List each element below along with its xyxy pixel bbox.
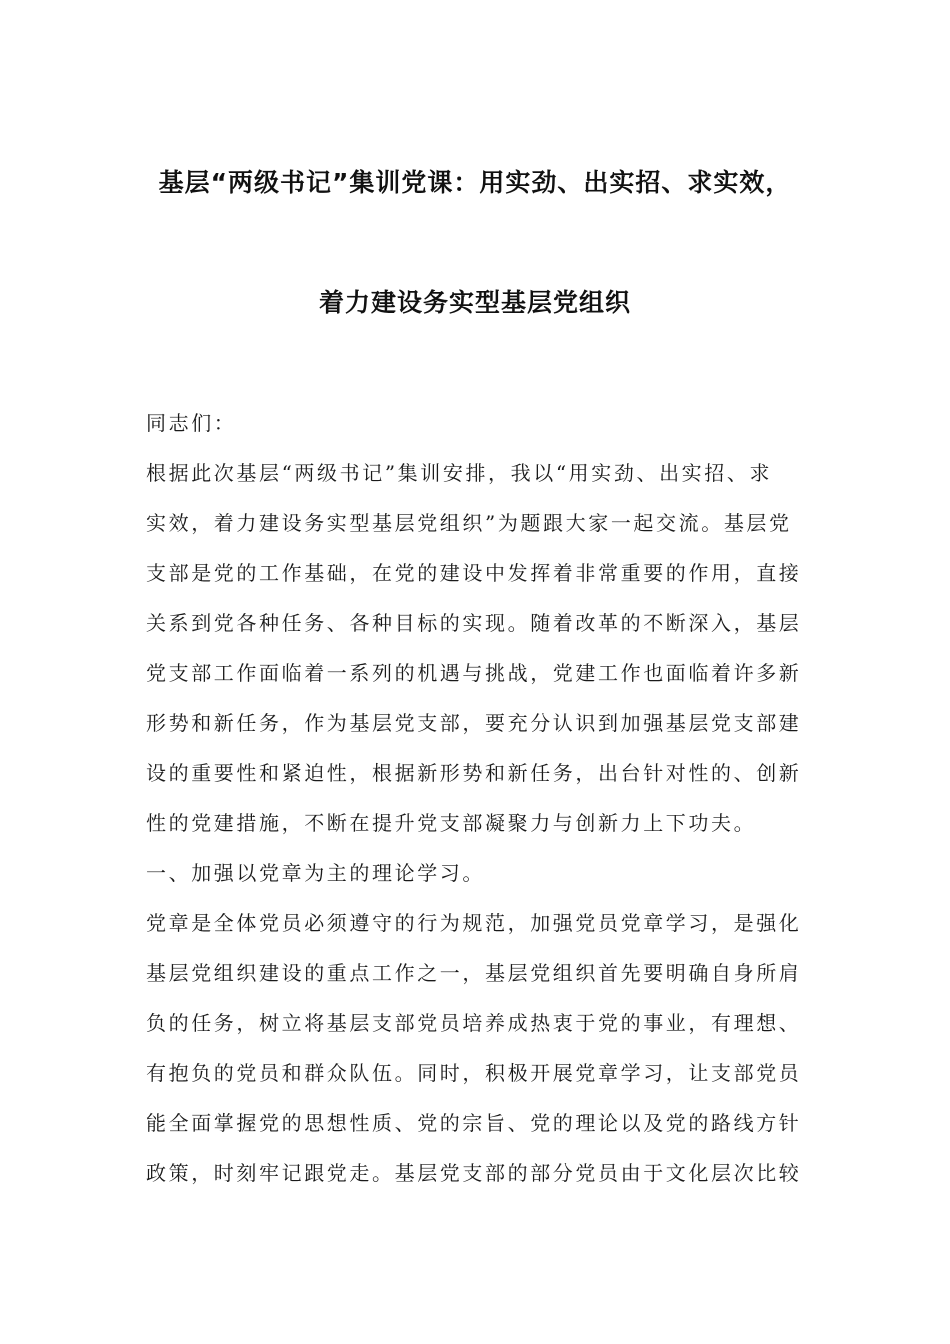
section-heading: 一、加强以党章为主的理论学习。 [146, 861, 485, 885]
salutation: 同志们： [146, 411, 237, 435]
document-body [146, 398, 816, 1198]
paragraph-line: 支部是党的工作基础，在党的建设中发挥着非常重要的作用，直接 [146, 561, 802, 585]
paragraph-line: 实效，着力建设务实型基层党组织”为题跟大家一起交流。基层党 [146, 511, 792, 535]
paragraph-line: 根据此次基层“两级书记”集训安排，我以“用实劲、出实招、求 [146, 461, 773, 485]
section1-paragraph [146, 898, 816, 1198]
paragraph-line: 设的重要性和紧迫性，根据新形势和新任务，出台针对性的、创新 [146, 761, 802, 785]
document-title-line-2: 着力建设务实型基层党组织 [318, 288, 631, 317]
paragraph-line: 能全面掌握党的思想性质、党的宗旨、党的理论以及党的路线方针 [146, 1111, 802, 1135]
paragraph-line: 有抱负的党员和群众队伍。同时，积极开展党章学习，让支部党员 [146, 1061, 802, 1085]
paragraph-line: 党支部工作面临着一系列的机遇与挑战，党建工作也面临着许多新 [146, 661, 802, 685]
intro-paragraph [146, 448, 816, 848]
paragraph-line: 负的任务，树立将基层支部党员培养成热衷于党的事业，有理想、 [146, 1011, 802, 1035]
paragraph-line: 形势和新任务，作为基层党支部，要充分认识到加强基层党支部建 [146, 711, 802, 735]
paragraph-line: 关系到党各种任务、各种目标的实现。随着改革的不断深入，基层 [146, 611, 802, 635]
paragraph-line: 基层党组织建设的重点工作之一，基层党组织首先要明确自身所肩 [146, 961, 802, 985]
paragraph-line: 性的党建措施，不断在提升党支部凝聚力与创新力上下功夫。 [146, 811, 757, 835]
paragraph-line: 党章是全体党员必须遵守的行为规范，加强党员党章学习，是强化 [146, 911, 802, 935]
document-title-line-1: 基层“两级书记”集训党课：用实劲、出实招、求实效， [158, 168, 792, 197]
paragraph-line: 政策，时刻牢记跟党走。基层党支部的部分党员由于文化层次比较 [146, 1161, 802, 1185]
